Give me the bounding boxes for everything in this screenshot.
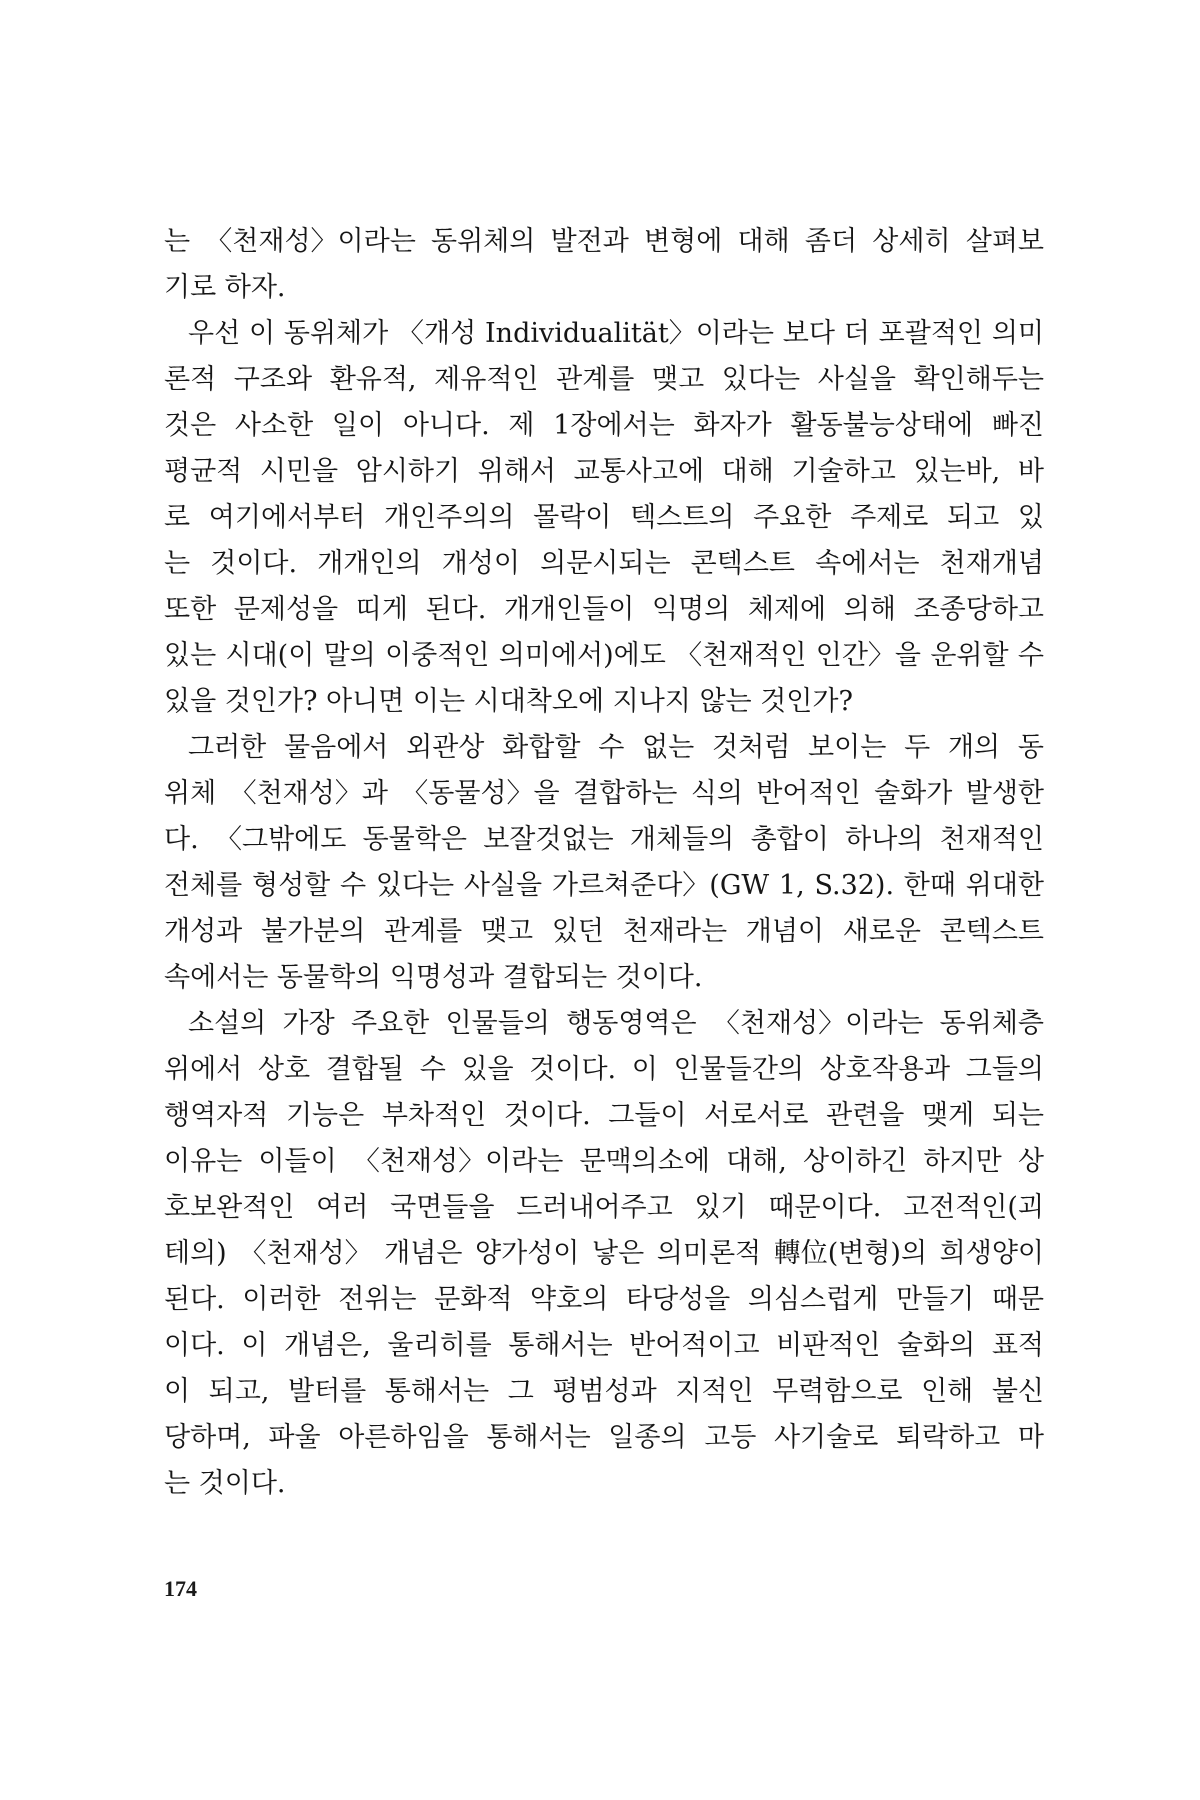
text-line: 소설의 가장 주요한 인물들의 행동영역은 〈천재성〉이라는 동위체층 <box>188 1008 1044 1039</box>
text-line: 또한 문제성을 띠게 된다. 개개인들이 익명의 체제에 의해 조종당하고 <box>164 594 1044 625</box>
paragraph <box>164 1001 1044 1507</box>
text-line: 우선 이 동위체가 〈개성 Individualität〉이라는 보다 더 포괄적인 의미 <box>188 318 1044 349</box>
text-line: 된다. 이러한 전위는 문화적 약호의 타당성을 의심스럽게 만들기 때문 <box>164 1284 1044 1315</box>
text-line: 속에서는 동물학의 익명성과 결합되는 것이다. <box>164 962 703 993</box>
text-line: 것은 사소한 일이 아니다. 제 1장에서는 화자가 활동불능상태에 빠진 <box>164 410 1044 441</box>
text-line: 전체를 형성할 수 있다는 사실을 가르쳐준다〉(GW 1, S.32). 한때 위대한 <box>164 870 1044 901</box>
page-number: 174 <box>164 1576 197 1601</box>
text-line: 호보완적인 여러 국면들을 드러내어주고 있기 때문이다. 고전적인(괴 <box>164 1192 1044 1223</box>
text-line: 있는 시대(이 말의 이중적인 의미에서)에도 〈천재적인 인간〉을 운위할 수 <box>164 640 1044 671</box>
text-line: 개성과 불가분의 관계를 맺고 있던 천재라는 개념이 새로운 콘텍스트 <box>164 916 1044 947</box>
text-line: 위에서 상호 결합될 수 있을 것이다. 이 인물들간의 상호작용과 그들의 <box>164 1054 1044 1085</box>
text-line: 이다. 이 개념은, 울리히를 통해서는 반어적이고 비판적인 술화의 표적 <box>164 1330 1044 1361</box>
text-line: 테의) 〈천재성〉 개념은 양가성이 낳은 의미론적 轉位(변형)의 희생양이 <box>164 1238 1044 1269</box>
text-line: 는 〈천재성〉이라는 동위체의 발전과 변형에 대해 좀더 상세히 살펴보 <box>164 226 1044 257</box>
text-line: 이 되고, 발터를 통해서는 그 평범성과 지적인 무력함으로 인해 불신 <box>164 1376 1044 1407</box>
text-line: 당하며, 파울 아른하임을 통해서는 일종의 고등 사기술로 퇴락하고 마 <box>164 1422 1044 1453</box>
text-line: 는 것이다. <box>164 1468 286 1499</box>
paragraph <box>164 311 1044 725</box>
text-line: 론적 구조와 환유적, 제유적인 관계를 맺고 있다는 사실을 확인해두는 <box>164 364 1044 395</box>
body-text <box>164 219 1044 1507</box>
text-line: 이유는 이들이 〈천재성〉이라는 문맥의소에 대해, 상이하긴 하지만 상 <box>164 1146 1044 1177</box>
paragraph <box>164 219 1044 311</box>
text-line: 위체 〈천재성〉과 〈동물성〉을 결합하는 식의 반어적인 술화가 발생한 <box>164 778 1044 809</box>
paragraph <box>164 725 1044 1001</box>
text-line: 그러한 물음에서 외관상 화합할 수 없는 것처럼 보이는 두 개의 동 <box>188 732 1044 763</box>
text-line: 다. 〈그밖에도 동물학은 보잘것없는 개체들의 총합이 하나의 천재적인 <box>164 824 1044 855</box>
text-line: 기로 하자. <box>164 272 286 303</box>
text-line: 로 여기에서부터 개인주의의 몰락이 텍스트의 주요한 주제로 되고 있 <box>164 502 1044 533</box>
text-line: 평균적 시민을 암시하기 위해서 교통사고에 대해 기술하고 있는바, 바 <box>164 456 1044 487</box>
text-line: 있을 것인가? 아니면 이는 시대착오에 지나지 않는 것인가? <box>164 686 853 717</box>
text-line: 행역자적 기능은 부차적인 것이다. 그들이 서로서로 관련을 맺게 되는 <box>164 1100 1044 1131</box>
text-line: 는 것이다. 개개인의 개성이 의문시되는 콘텍스트 속에서는 천재개념 <box>164 548 1044 579</box>
